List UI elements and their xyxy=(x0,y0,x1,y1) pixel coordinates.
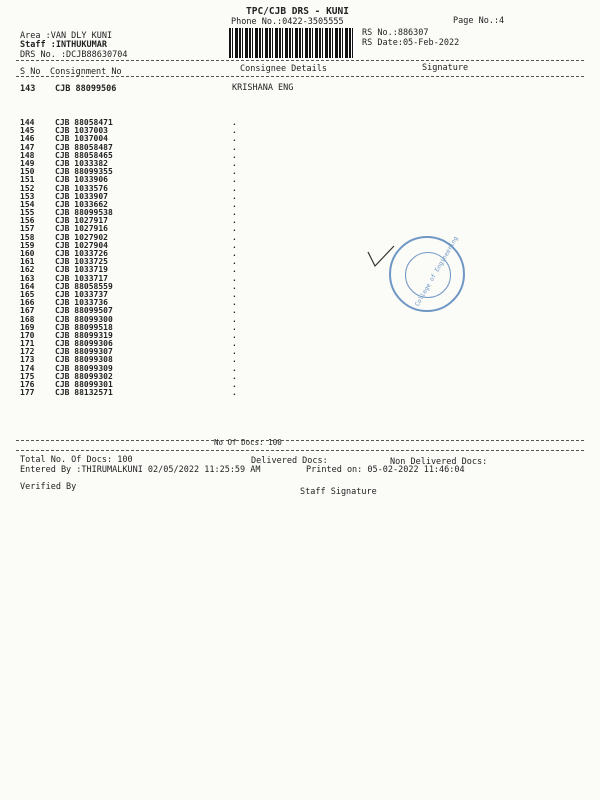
row-dot: . xyxy=(232,347,237,357)
row-dot: . xyxy=(232,216,237,226)
rs-number: RS No.:886307 xyxy=(362,28,429,38)
barcode xyxy=(229,28,355,58)
drs-number: DRS No. :DCJB88630704 xyxy=(20,50,128,60)
row-dot: . xyxy=(232,273,237,283)
verified-by: Verified By xyxy=(20,482,77,492)
doc-title: TPC/CJB DRS - KUNI xyxy=(246,6,349,17)
row-consignment: CJB 1033737 xyxy=(55,289,108,299)
row-consignment: CJB 88099308 xyxy=(55,355,113,365)
row-consignment: CJB 1033907 xyxy=(55,191,108,201)
total-docs: Total No. Of Docs: 100 xyxy=(20,455,133,465)
row-dot: . xyxy=(232,167,237,177)
row-consignment: CJB 1037004 xyxy=(55,134,108,144)
row-dot: . xyxy=(232,371,237,381)
phone-number: Phone No.:0422-3505555 xyxy=(231,17,344,27)
row-sno: 167 xyxy=(20,306,35,316)
row-sno: 164 xyxy=(20,281,35,291)
row-dot: . xyxy=(232,150,237,160)
divider xyxy=(16,440,584,441)
row-consignment: CJB 88058465 xyxy=(55,150,113,160)
row-consignment: CJB 88099300 xyxy=(55,314,113,324)
row-sno: 175 xyxy=(20,371,35,381)
row-consignment: CJB 88099538 xyxy=(55,208,113,218)
row-dot: . xyxy=(232,118,237,127)
row-consignment: CJB 88058471 xyxy=(55,118,113,127)
divider xyxy=(16,76,584,77)
area: Area :VAN DLY KUNI xyxy=(20,31,113,41)
staff-signature: Staff Signature xyxy=(300,487,377,497)
row-dot: . xyxy=(232,257,237,267)
consignment-list xyxy=(20,119,320,397)
row-dot: . xyxy=(232,355,237,365)
row-sno: 149 xyxy=(20,158,35,168)
first-row-consignment: CJB 88099506 xyxy=(55,84,117,94)
row-sno: 155 xyxy=(20,208,35,218)
rs-date: RS Date:05-Feb-2022 xyxy=(362,38,460,48)
row-dot: . xyxy=(232,249,237,258)
row-sno: 153 xyxy=(20,191,35,201)
first-row-consignee: KRISHANA ENG xyxy=(232,83,294,93)
row-consignment: CJB 88058559 xyxy=(55,281,113,291)
row-sno: 154 xyxy=(20,199,35,209)
row-dot: . xyxy=(232,289,237,299)
col-signature: Signature xyxy=(422,63,469,73)
divider xyxy=(16,60,584,61)
row-sno: 147 xyxy=(20,142,35,152)
col-consignment: Consignment No xyxy=(50,67,122,77)
printed-on: Printed on: 05-02-2022 11:46:04 xyxy=(306,465,465,475)
row-dot: . xyxy=(232,240,237,250)
row-dot: . xyxy=(232,191,237,201)
row-sno: 163 xyxy=(20,273,35,283)
row-sno: 146 xyxy=(20,134,35,144)
row-consignment: CJB 1033719 xyxy=(55,265,108,275)
row-consignment: CJB 1033717 xyxy=(55,273,108,283)
row-sno: 170 xyxy=(20,330,35,340)
table-row xyxy=(20,389,320,397)
row-sno: 151 xyxy=(20,175,35,185)
row-consignment: CJB 1033576 xyxy=(55,183,108,193)
entered-by: Entered By :THIRUMALKUNI 02/05/2022 11:25:59 AM xyxy=(20,465,261,475)
row-sno: 165 xyxy=(20,289,35,299)
row-sno: 150 xyxy=(20,167,35,177)
row-sno: 148 xyxy=(20,150,35,160)
row-sno: 160 xyxy=(20,249,35,258)
row-consignment: CJB 1027916 xyxy=(55,224,108,234)
row-sno: 173 xyxy=(20,355,35,365)
row-consignment: CJB 88099302 xyxy=(55,371,113,381)
row-consignment: CJB 1033725 xyxy=(55,257,108,267)
row-sno: 157 xyxy=(20,224,35,234)
row-sno: 166 xyxy=(20,298,35,308)
row-consignment: CJB 88099507 xyxy=(55,306,113,316)
row-dot: . xyxy=(232,363,237,373)
delivered-docs: Delivered Docs: xyxy=(251,456,328,466)
row-dot: . xyxy=(232,322,237,332)
row-sno: 168 xyxy=(20,314,35,324)
page-number: Page No.:4 xyxy=(453,16,505,26)
row-dot: . xyxy=(232,208,237,218)
first-row-sno: 143 xyxy=(20,84,36,94)
row-dot: . xyxy=(232,314,237,324)
non-delivered-docs: Non Delivered Docs: xyxy=(390,457,488,467)
row-consignment: CJB 88058487 xyxy=(55,142,113,152)
row-dot: . xyxy=(232,388,237,398)
row-dot: . xyxy=(232,224,237,234)
row-consignment: CJB 1033382 xyxy=(55,158,108,168)
row-consignment: CJB 1033662 xyxy=(55,199,108,209)
row-sno: 158 xyxy=(20,232,35,242)
col-consignee: Consignee Details xyxy=(240,64,327,74)
row-consignment: CJB 88099518 xyxy=(55,322,113,332)
row-dot: . xyxy=(232,134,237,144)
divider xyxy=(16,450,584,451)
row-consignment: CJB 88099307 xyxy=(55,347,113,357)
row-consignment: CJB 1033726 xyxy=(55,249,108,258)
row-sno: 161 xyxy=(20,257,35,267)
row-dot: . xyxy=(232,199,237,209)
row-consignment: CJB 1027902 xyxy=(55,232,108,242)
row-dot: . xyxy=(232,298,237,308)
staff: Staff :INTHUKUMAR xyxy=(20,40,107,50)
row-sno: 172 xyxy=(20,347,35,357)
row-sno: 152 xyxy=(20,183,35,193)
row-consignment: CJB 1033906 xyxy=(55,175,108,185)
row-sno: 162 xyxy=(20,265,35,275)
row-dot: . xyxy=(232,232,237,242)
row-dot: . xyxy=(232,183,237,193)
col-sno: S No xyxy=(20,67,41,77)
row-dot: . xyxy=(232,126,237,136)
no-of-docs: No Of Docs: 100 xyxy=(214,438,282,447)
row-dot: . xyxy=(232,380,237,389)
row-sno: 171 xyxy=(20,339,35,349)
row-sno: 144 xyxy=(20,118,35,127)
row-consignment: CJB 1033736 xyxy=(55,298,108,308)
row-dot: . xyxy=(232,339,237,349)
row-consignment: CJB 1037003 xyxy=(55,126,108,136)
row-consignment: CJB 88099301 xyxy=(55,380,113,389)
row-consignment: CJB 88099309 xyxy=(55,363,113,373)
row-dot: . xyxy=(232,306,237,316)
row-consignment: CJB 88099306 xyxy=(55,339,113,349)
row-sno: 145 xyxy=(20,126,35,136)
college-stamp xyxy=(389,236,465,312)
row-dot: . xyxy=(232,330,237,340)
row-sno: 156 xyxy=(20,216,35,226)
row-sno: 159 xyxy=(20,240,35,250)
row-consignment: CJB 88099355 xyxy=(55,167,113,177)
row-dot: . xyxy=(232,142,237,152)
row-dot: . xyxy=(232,281,237,291)
row-sno: 174 xyxy=(20,363,35,373)
row-sno: 176 xyxy=(20,380,35,389)
row-dot: . xyxy=(232,158,237,168)
row-sno: 177 xyxy=(20,388,35,398)
row-consignment: CJB 88132571 xyxy=(55,388,113,398)
row-consignment: CJB 1027917 xyxy=(55,216,108,226)
row-consignment: CJB 88099319 xyxy=(55,330,113,340)
stamp-text: College of Engineering xyxy=(413,235,460,308)
row-dot: . xyxy=(232,175,237,185)
row-dot: . xyxy=(232,265,237,275)
row-consignment: CJB 1027904 xyxy=(55,240,108,250)
row-sno: 169 xyxy=(20,322,35,332)
